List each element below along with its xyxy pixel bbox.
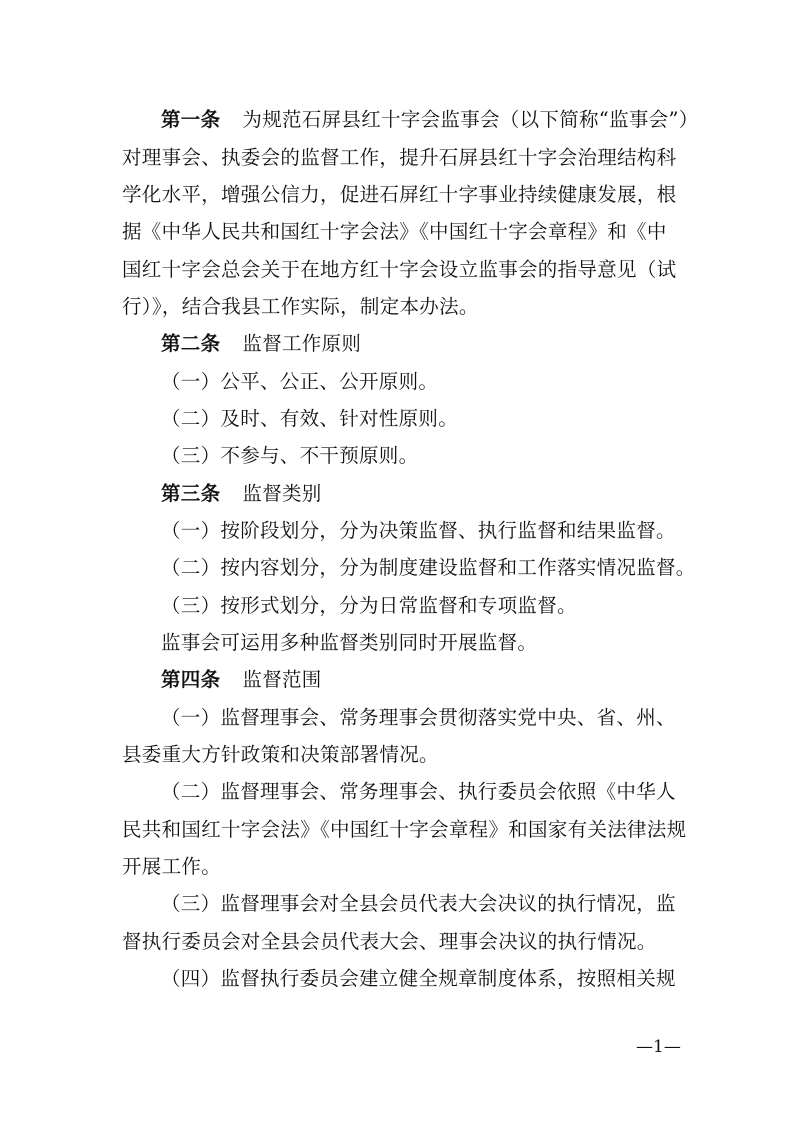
text-line: 学化水平，增强公信力，促进石屏红十字事业持续健康发展，根 (122, 183, 677, 206)
text-line: （四）监督执行委员会建立健全规章制度体系，按照相关规 (161, 967, 676, 990)
text-line: （二）及时、有效、针对性原则。 (161, 407, 459, 430)
text-line: （一）监督理事会、常务理事会贯彻落实党中央、省、州、 (161, 706, 676, 729)
article-2-heading-line (161, 330, 361, 358)
text-line: 对理事会、执委会的监督工作，提升石屏县红十字会治理结构科 (122, 146, 677, 169)
text-line: 行）》，结合我县工作实际，制定本办法。 (122, 295, 479, 318)
article-heading: 第一条 (161, 108, 221, 131)
text-line: 开展工作。 (122, 855, 222, 878)
text-line: （三）不参与、不干预原则。 (161, 444, 419, 467)
text-line: 国红十字会总会关于在地方红十字会设立监事会的指导意见（试 (122, 258, 677, 281)
text-line: 监督范围 (242, 668, 322, 691)
text-line: （三）按形式划分，分为日常监督和专项监督。 (161, 594, 577, 617)
text-line: 民共和国红十字会法》《中国红十字会章程》和国家有关法律法规 (122, 818, 687, 841)
article-3-heading-line (161, 480, 322, 508)
text-line: 县委重大方针政策和决策部署情况。 (122, 743, 439, 766)
text-line: （二）监督理事会、常务理事会、执行委员会依照《中华人 (161, 780, 676, 803)
text-line: 监督工作原则 (242, 332, 362, 355)
article-4-heading-line (161, 666, 322, 694)
text-line: （一）公平、公正、公开原则。 (161, 370, 439, 393)
text-line: 据《中华人民共和国红十字会法》《中国红十字会章程》和《中 (122, 220, 667, 243)
text-line: （三）监督理事会对全县会员代表大会决议的执行情况，监 (161, 892, 676, 915)
article-heading: 第四条 (161, 668, 221, 691)
article-1-line-1 (161, 106, 699, 134)
text-line: 监事会可运用多种监督类别同时开展监督。 (161, 631, 538, 654)
text-line: 为规范石屏县红十字会监事会（以下简称“监事会”） (242, 108, 699, 131)
article-heading: 第三条 (161, 482, 221, 505)
text-line: （二）按内容划分，分为制度建设监督和工作落实情况监督。 (161, 556, 696, 579)
page-number: —1— (636, 1037, 681, 1057)
text-line: 督执行委员会对全县会员代表大会、理事会决议的执行情况。 (122, 930, 657, 953)
text-line: （一）按阶段划分，分为决策监督、执行监督和结果监督。 (161, 519, 676, 542)
text-line: 监督类别 (242, 482, 322, 505)
article-heading: 第二条 (161, 332, 221, 355)
